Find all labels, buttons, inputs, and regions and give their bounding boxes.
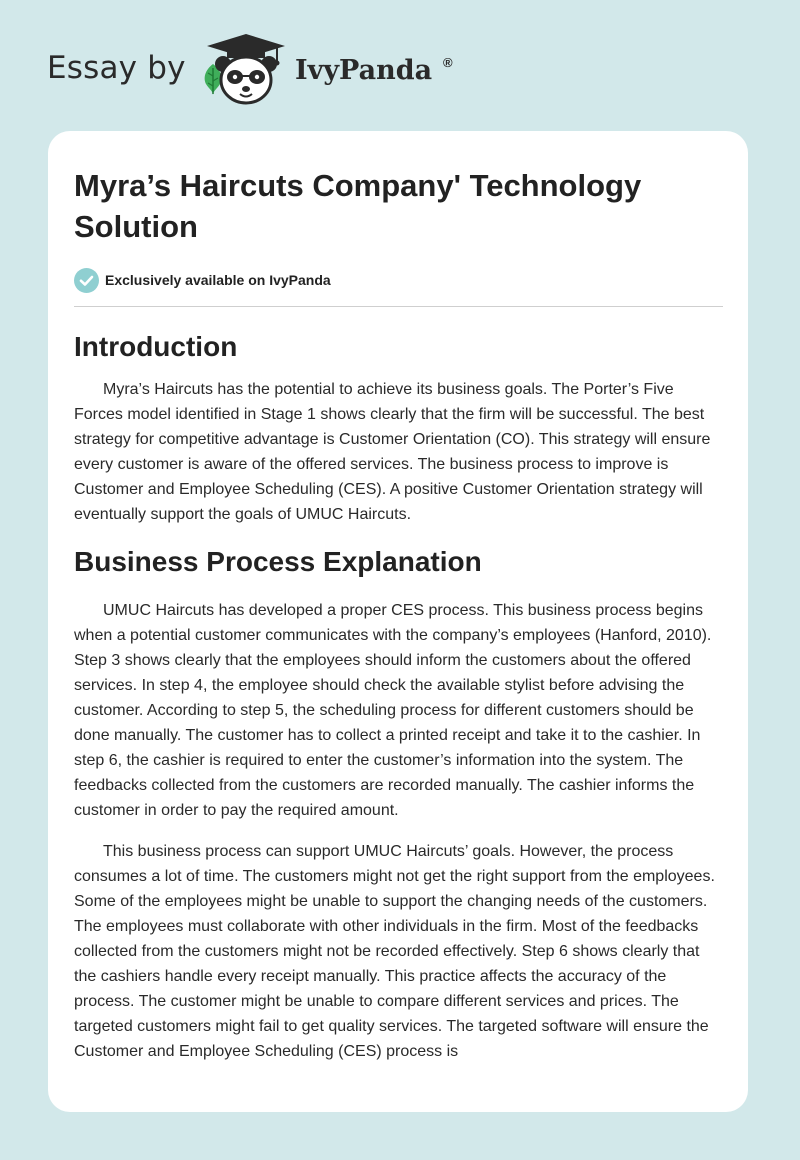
- brand-name: IvyPanda: [295, 55, 433, 86]
- paragraph-business-process-1: UMUC Haircuts has developed a proper CES process. This business process begins when a potential customer communicates with the company’s employees (Hanford, 2010). Step 3 shows clearly that the employees should inform the customers about the offered services. In step 4, the employee should check the available stylist before advising the customer. According to step 5, the scheduling process for different customers should be done manually. The customer has to collect a printed receipt and take it to the cashier. In step 6, the cashier is required to enter the customer’s information into the system. The feedbacks collected from the customers are recorded manually. The cashier informs the customer in order to pay the required amount.: [74, 602, 712, 819]
- availability-text: Exclusively available on IvyPanda: [105, 272, 331, 288]
- essay-card: [48, 131, 748, 1112]
- paragraph-business-process-2: This business process can support UMUC Haircuts’ goals. However, the process consumes a lot of time. The customers might not get the right support from the employees. Some of the employees might be unable to support the changing needs of the customers. The employees must collaborate with other individuals in the firm. Most of the feedbacks collected from the customers might not be recorded effectively. Step 6 shows clearly that the cashiers handle every receipt manually. This practice affects the accuracy of the process. The customer might be unable to compare different services and prices. The targeted customers might fail to get quality services. The targeted software will ensure the Customer and Employee Scheduling (CES) process is: [74, 843, 715, 1060]
- divider: [74, 306, 723, 307]
- essay-content: [74, 165, 724, 1064]
- paragraph-introduction: Myra’s Haircuts has the potential to achieve its business goals. The Porter’s Five Forces model identified in Stage 1 shows clearly that the firm will be successful. The best strategy for competitive advantage is Customer Orientation (CO). This strategy will ensure every customer is aware of the offered services. The business process to improve is Customer and Employee Scheduling (CES). A positive Customer Orientation strategy will eventually support the goals of UMUC Haircuts.: [74, 381, 711, 523]
- site-header: [0, 0, 800, 130]
- section-heading-business-process: Business Process Explanation: [74, 546, 482, 577]
- check-circle-icon: [74, 268, 99, 293]
- availability-badge: [74, 267, 724, 293]
- brand-prefix: Essay by: [47, 50, 186, 86]
- essay-title: Myra’s Haircuts Company' Technology Solution: [74, 168, 642, 244]
- section-heading-introduction: Introduction: [74, 331, 238, 362]
- registered-mark: ®: [443, 55, 453, 70]
- panda-graduate-icon: [205, 32, 287, 108]
